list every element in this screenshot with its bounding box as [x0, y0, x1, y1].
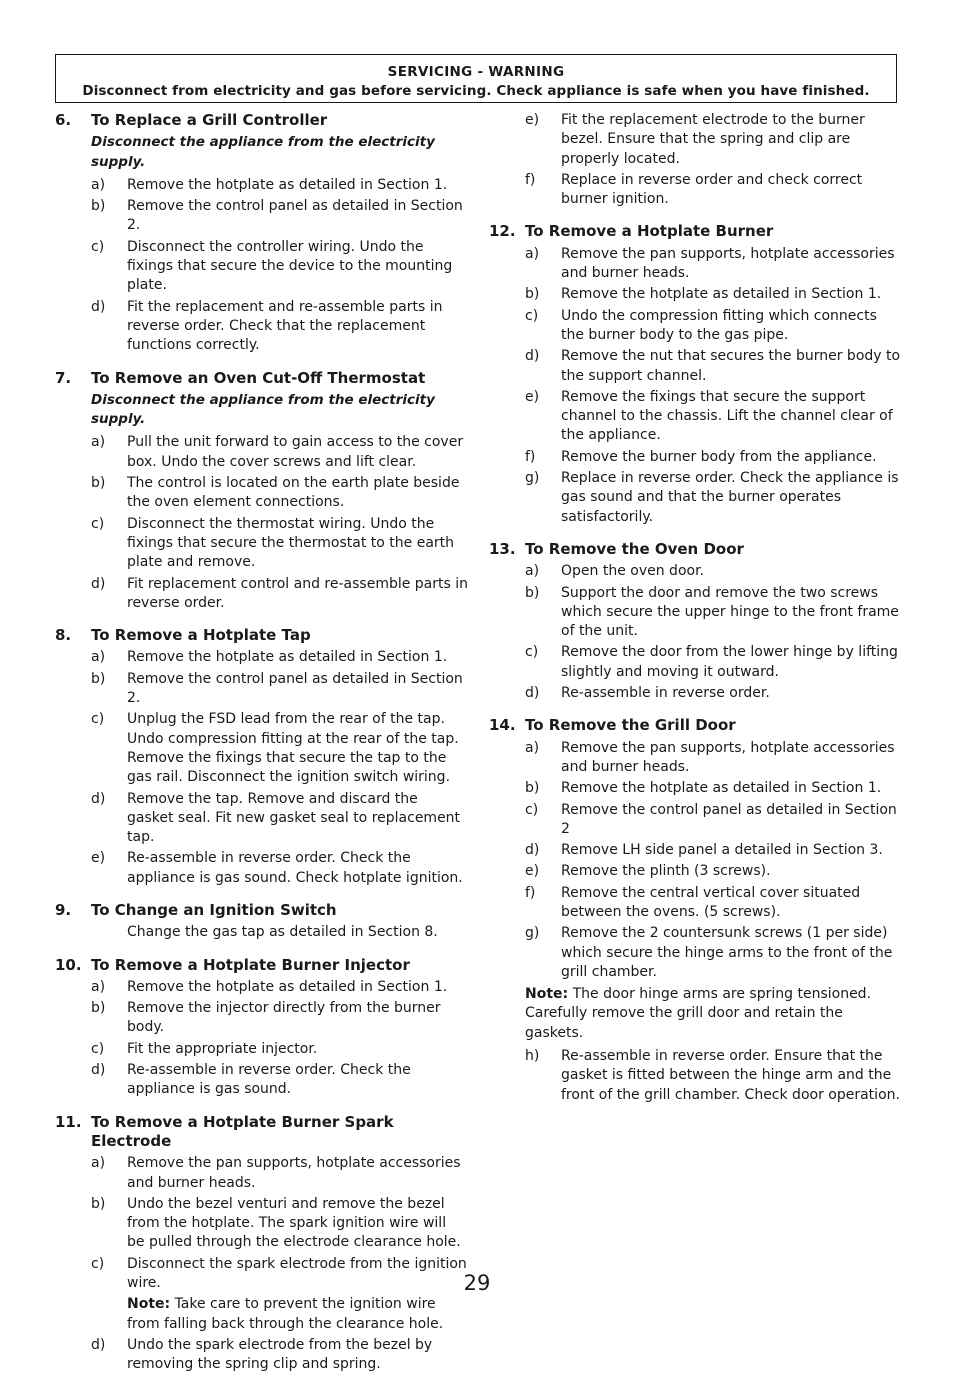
item-text: Remove the control panel as detailed in Section 2 [561, 801, 897, 837]
note-label: Note: [127, 1296, 171, 1313]
item-text: Remove the fixings that secure the support channel to the chassis. Lift the channel clear of the appliance. [561, 388, 893, 444]
section-heading [55, 956, 468, 975]
item-text: Remove the control panel as detailed in Section 2. [127, 670, 463, 707]
list-item [55, 670, 468, 709]
section [489, 716, 901, 1105]
page-number: 29 [463, 1271, 491, 1295]
note-text: Take care to prevent the ignition wire from falling back through the clearance hole. [127, 1296, 444, 1332]
section-number: 12. [489, 222, 516, 241]
list-item [55, 648, 468, 667]
section [55, 111, 468, 356]
section-text: Change the gas tap as detailed in Section 8. [127, 924, 438, 941]
item-letter: b) [91, 1000, 106, 1017]
list-item [55, 238, 468, 296]
item-letter: c) [525, 644, 539, 661]
item-letter: d) [91, 1062, 106, 1079]
list-item [489, 347, 901, 386]
list-item [489, 285, 901, 304]
list-item [489, 643, 901, 682]
item-letter: c) [91, 1255, 105, 1272]
item-text: Remove the control panel as detailed in Section 2. [127, 198, 463, 234]
list-item [489, 469, 901, 527]
section-number: 6. [55, 111, 72, 129]
section-number: 11. [55, 1112, 82, 1131]
item-text: Undo the bezel venturi and remove the bezel from the hotplate. The spark ignition wire will be pulled through the electrode clearance hole. [127, 1195, 461, 1251]
item-text: Fit the replacement electrode to the burner bezel. Ensure that the spring and clip are properly located. [561, 112, 865, 167]
item-text: Support the door and remove the two screws which secure the upper hinge to the front frame of the unit. [561, 584, 899, 640]
item-text: Remove the door from the lower hinge by lifting slightly and moving it outward. [561, 644, 898, 680]
item-text: Remove the injector directly from the burner body. [127, 1000, 441, 1036]
list-item [489, 448, 901, 467]
section-title: To Remove the Grill Door [525, 716, 736, 735]
list-item [55, 474, 468, 513]
item-text: Re-assemble in reverse order. Check the appliance is gas sound. Check hotplate ignition. [127, 850, 463, 886]
item-letter: c) [91, 515, 105, 532]
item-text: Undo the spark electrode from the bezel by removing the spring clip and spring. [127, 1336, 433, 1373]
section-heading [55, 1113, 468, 1152]
item-text: Remove the 2 countersunk screws (1 per side) which secure the hinge arms to the front of the grill chamber. [561, 925, 893, 980]
item-letter: e) [525, 112, 540, 128]
list-item [489, 171, 901, 210]
item-text: Remove the tap. Remove and discard the gasket seal. Fit new gasket seal to replacement tap. [127, 790, 461, 846]
item-letter: d) [525, 348, 540, 365]
item-letter: a) [91, 978, 106, 995]
section-subnote: Disconnect the appliance from the electricity supply. [91, 134, 435, 170]
item-text: Remove the hotplate as detailed in Section 1. [127, 978, 448, 995]
item-letter: a) [525, 245, 540, 262]
item-text: Remove the hotplate as detailed in Section 1. [561, 286, 882, 303]
list-item [55, 1061, 468, 1100]
item-letter: f) [525, 171, 536, 188]
list-item [489, 924, 901, 982]
list-item [489, 307, 901, 346]
item-text: Remove the plinth (3 screws). [561, 863, 771, 880]
item-letter: h) [525, 1048, 540, 1065]
item-letter: d) [91, 1336, 106, 1353]
item-text: Remove LH side panel a detailed in Section 3. [561, 842, 883, 859]
item-text: Replace in reverse order. Check the appliance is gas sound and that the burner operates satisfactorily. [561, 470, 899, 525]
warning-text: Disconnect from electricity and gas before servicing. Check appliance is safe when you have finished. [82, 83, 870, 99]
section-title: To Remove the Oven Door [525, 539, 744, 558]
section-number: 8. [55, 626, 72, 645]
item-letter: d) [91, 298, 106, 315]
list-item [489, 884, 901, 923]
item-letter: b) [91, 475, 106, 492]
section [55, 626, 468, 888]
list-item [55, 298, 468, 356]
list-item [55, 197, 468, 236]
list-item [55, 999, 468, 1038]
item-letter: a) [91, 1155, 106, 1172]
section-title: To Remove a Hotplate Tap [91, 626, 311, 645]
section-heading [489, 222, 901, 241]
section-title: To Remove a Hotplate Burner Injector [91, 955, 410, 974]
left-column [55, 111, 468, 1388]
item-text: Undo the compression fitting which connects the burner body to the gas pipe. [561, 307, 877, 343]
item-letter: g) [525, 925, 540, 942]
section-heading [55, 901, 468, 920]
item-letter: c) [525, 801, 539, 818]
item-letter: c) [91, 1040, 105, 1057]
item-letter: c) [91, 711, 105, 728]
list-item [489, 739, 901, 778]
item-letter: a) [525, 563, 540, 580]
list-item [55, 515, 468, 573]
item-letter: b) [91, 670, 106, 687]
list-item [55, 849, 468, 888]
item-text: Re-assemble in reverse order. Check the appliance is gas sound. [127, 1062, 411, 1098]
item-text: Remove the hotplate as detailed in Section 1. [127, 176, 448, 193]
list-item [489, 245, 901, 284]
item-letter: b) [525, 584, 540, 601]
section [489, 540, 901, 703]
item-note [55, 1295, 468, 1334]
item-letter: b) [525, 286, 540, 303]
item-letter: f) [525, 884, 536, 901]
list-item [489, 841, 901, 860]
item-text: Replace in reverse order and check correct burner ignition. [561, 171, 863, 208]
section-title: To Change an Ignition Switch [91, 900, 337, 919]
note-label: Note: [525, 986, 569, 1003]
list-item [55, 790, 468, 848]
item-letter: d) [91, 790, 106, 807]
item-letter: b) [525, 780, 540, 797]
item-text: Unplug the FSD lead from the rear of the tap. Undo compression fitting at the rear of the tap. Remove the fixings that secure the tap to the gas rail. Disconnect the ignition switch wiring. [127, 711, 459, 786]
item-text: Remove the pan supports, hotplate accessories and burner heads. [561, 739, 895, 775]
section [55, 956, 468, 1100]
item-text: Re-assemble in reverse order. [561, 685, 770, 702]
item-letter: g) [525, 470, 540, 487]
item-text: Fit the replacement and re-assemble parts in reverse order. Check that the replacement functions correctly. [127, 298, 443, 354]
item-text: The control is located on the earth plate beside the oven element connections. [127, 475, 460, 511]
item-letter: d) [525, 842, 540, 859]
right-column [489, 111, 901, 1118]
section [489, 222, 901, 526]
section [55, 369, 468, 614]
section [55, 1113, 468, 1375]
section-heading [55, 626, 468, 645]
item-letter: e) [91, 850, 106, 867]
section-title: To Replace a Grill Controller [91, 111, 328, 129]
list-item [55, 176, 468, 195]
item-text: Remove the hotplate as detailed in Section 1. [127, 649, 448, 666]
item-letter: b) [91, 1195, 106, 1212]
item-text: Remove the pan supports, hotplate accessories and burner heads. [127, 1155, 461, 1191]
note-text: The door hinge arms are spring tensioned. Carefully remove the grill door and retain the gaskets. [525, 986, 872, 1041]
item-letter: b) [91, 198, 106, 215]
item-text: Disconnect the thermostat wiring. Undo the fixings that secure the thermostat to the earth plate and remove. [127, 515, 455, 571]
section-number: 10. [55, 955, 82, 974]
item-letter: a) [91, 434, 106, 451]
item-text: Remove the nut that secures the burner body to the support channel. [561, 348, 901, 384]
section-number: 13. [489, 539, 516, 558]
list-item [489, 801, 901, 840]
list-item [489, 1047, 901, 1105]
list-item [489, 584, 901, 642]
list-item [489, 779, 901, 798]
section-title: To Remove a Hotplate Burner [525, 222, 774, 241]
list-item [489, 684, 901, 703]
item-text: Pull the unit forward to gain access to the cover box. Undo the cover screws and lift clear. [127, 434, 464, 470]
item-text: Remove the burner body from the appliance. [561, 448, 877, 465]
section [489, 111, 901, 209]
servicing-warning-box [55, 54, 897, 103]
list-item [489, 562, 901, 581]
section-note [525, 985, 901, 1043]
item-text: Disconnect the spark electrode from the ignition wire. [127, 1255, 467, 1292]
list-item [489, 111, 901, 169]
item-letter: c) [525, 307, 539, 324]
item-letter: a) [525, 739, 540, 756]
item-letter: a) [91, 176, 106, 193]
list-item [55, 1154, 468, 1193]
section-heading [489, 540, 901, 559]
item-text: Open the oven door. [561, 563, 704, 580]
item-text: Fit the appropriate injector. [127, 1040, 318, 1057]
item-letter: d) [91, 575, 106, 592]
item-letter: e) [525, 388, 540, 405]
section-number: 14. [489, 716, 516, 735]
section [55, 901, 468, 943]
item-text: Re-assemble in reverse order. Ensure that the gasket is fitted between the hinge arm and the front of the grill chamber. Check door operation. [561, 1048, 900, 1103]
list-item [55, 978, 468, 997]
list-item [55, 433, 468, 472]
list-item [489, 862, 901, 881]
item-text: Fit replacement control and re-assemble parts in reverse order. [127, 575, 469, 611]
list-item [55, 1336, 468, 1375]
list-item [55, 1040, 468, 1059]
item-text: Remove the hotplate as detailed in Section 1. [561, 780, 882, 797]
section-subnote: Disconnect the appliance from the electricity supply. [91, 391, 435, 428]
section-title: To Remove a Hotplate Burner Spark Electrode [91, 1112, 394, 1150]
list-item [489, 388, 901, 446]
item-letter: d) [525, 685, 540, 702]
list-item [55, 575, 468, 614]
list-item [55, 1195, 468, 1253]
section-heading [489, 716, 901, 735]
section-number: 9. [55, 900, 72, 919]
section-heading [55, 111, 468, 130]
item-letter: f) [525, 448, 536, 465]
section-number: 7. [55, 368, 72, 387]
item-text: Remove the central vertical cover situated between the ovens. (5 screws). [561, 884, 861, 920]
item-letter: a) [91, 649, 106, 666]
item-text: Disconnect the controller wiring. Undo the fixings that secure the device to the mounting plate. [127, 238, 453, 294]
item-letter: c) [91, 238, 105, 255]
item-letter: e) [525, 863, 540, 880]
item-text: Remove the pan supports, hotplate accessories and burner heads. [561, 245, 895, 282]
section-heading [55, 369, 468, 388]
list-item [55, 710, 468, 787]
section-title: To Remove an Oven Cut-Off Thermostat [91, 368, 426, 387]
warning-title: SERVICING - WARNING [387, 64, 565, 80]
